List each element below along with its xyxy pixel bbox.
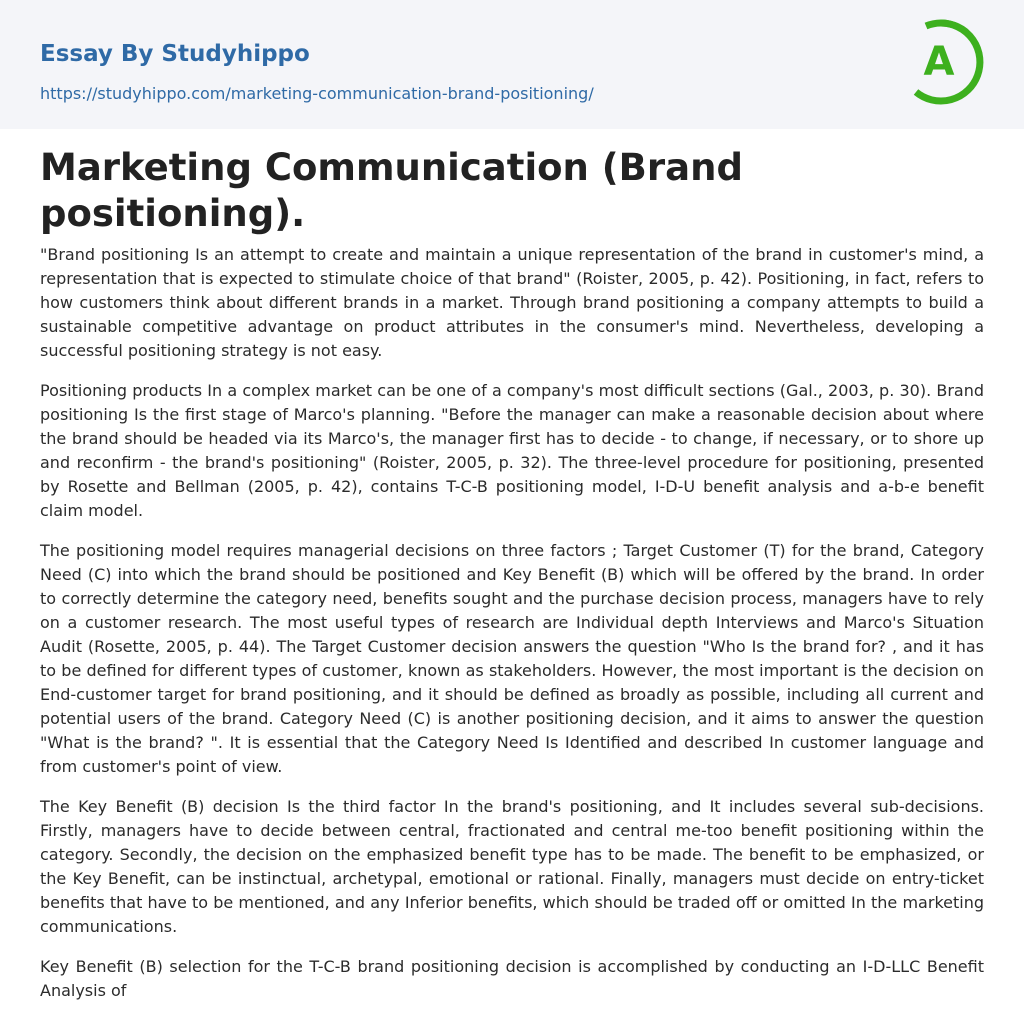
article-paragraph: "Brand positioning Is an attempt to create and maintain a unique representation of the brand in customer's mind, a representation that is expected to stimulate choice of that brand" (Roister, 2005, p. 42). Positioning, in fact, refers to how customers think about different brands in a market. Through brand positioning a company attempts to build a sustainable competitive advantage on product attributes in the consumer's mind. Nevertheless, developing a successful positioning strategy is not easy.: [40, 245, 984, 360]
article-paragraph: The Key Benefit (B) decision Is the third factor In the brand's positioning, and It includes several sub-decisions. Firstly, managers have to decide between central, fractionated and central me-too benefit positioning within the category. Secondly, the decision on the emphasized benefit type has to be made. The benefit to be emphasized, or the Key Benefit, can be instinctual, archetypal, emotional or rational. Finally, managers must decide on entry-ticket benefits that have to be mentioned, and any Inferior benefits, which should be traded off or omitted In the marketing communications.: [40, 797, 984, 936]
article-paragraph: Positioning products In a complex market can be one of a company's most difficult sections (Gal., 2003, p. 30). Brand positioning Is the first stage of Marco's planning. "Before the manager can make a reasonable decision about where the brand should be headed via its Marco's, the manager first has to decide - to change, if necessary, or to shore up and reconfirm - the brand's positioning" (Roister, 2005, p. 32). The three-level procedure for positioning, presented by Rosette and Bellman (2005, p. 42), contains T-C-B positioning model, I-D-U benefit analysis and a-b-e benefit claim model.: [40, 381, 984, 520]
logo-letter: A: [923, 39, 955, 85]
article-paragraph: Key Benefit (B) selection for the T-C-B brand positioning decision is accomplished by conducting an I-D-LLC Benefit Analysis of: [40, 957, 984, 1000]
studyhippo-logo-icon[interactable]: [896, 17, 986, 107]
article-paragraph: The positioning model requires managerial decisions on three factors ; Target Customer (T) for the brand, Category Need (C) into which the brand should be positioned and Key Benefit (B) which will be offered by the brand. In order to correctly determine the category need, benefits sought and the purchase decision process, managers have to rely on a customer research. The most useful types of research are Individual depth Interviews and Marco's Situation Audit (Rosette, 2005, p. 44). The Target Customer decision answers the question "Who Is the brand for? , and it has to be defined for different types of customer, known as stakeholders. However, the most important is the decision on End-customer target for brand positioning, and it should be defined as broadly as possible, including all current and potential users of the brand. Category Need (C) is another positioning decision, and it aims to answer the question "What is the brand? ". It is essential that the Category Need Is Identified and described In customer language and from customer's point of view.: [40, 541, 984, 776]
article-title: Marketing Communication (Brand positioning).: [40, 146, 743, 235]
article: [0, 129, 1024, 1003]
essay-url-link[interactable]: https://studyhippo.com/marketing-communication-brand-positioning/: [40, 84, 594, 103]
site-brand: Essay By Studyhippo: [40, 41, 310, 67]
site-header: [0, 0, 1024, 129]
